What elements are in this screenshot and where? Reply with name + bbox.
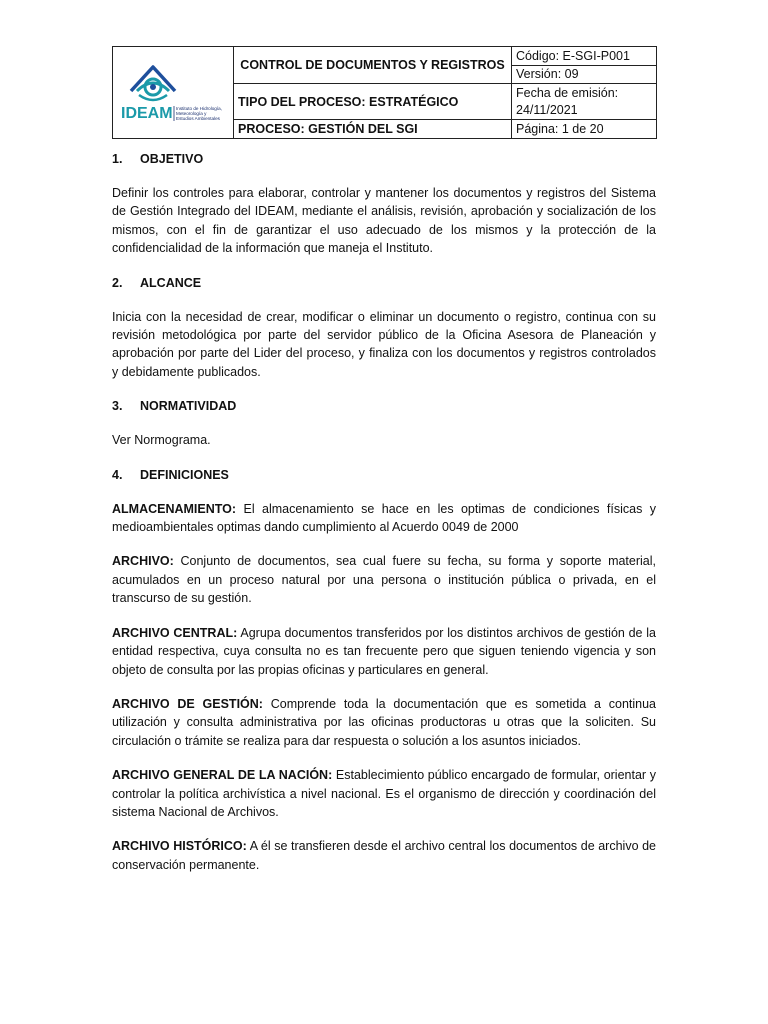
- definition-text: A él se transfieren desde el archivo central los documentos de archivo de conservación permanente.: [112, 839, 656, 872]
- definition-text: Comprende toda la documentación que es sometida a continua utilización y consulta administrativa por las oficinas productoras u otras que la soliciten. Su circulación o trámite se realiza para dar respuesta o solución a los asuntos iniciados.: [112, 696, 656, 748]
- definition-item: [112, 766, 656, 821]
- section-title: OBJETIVO: [140, 152, 204, 166]
- document-title: CONTROL DE DOCUMENTOS Y REGISTROS: [234, 47, 512, 84]
- definition-term: ARCHIVO:: [112, 554, 174, 569]
- logo-tagline-2: Meteorología y: [176, 111, 207, 116]
- fecha-label: Fecha de emisión:: [516, 85, 619, 100]
- definition-term: ARCHIVO GENERAL DE LA NACIÓN:: [112, 768, 333, 783]
- logo-tagline-1: Instituto de Hidrología,: [176, 106, 222, 111]
- section-number: 1.: [112, 152, 123, 166]
- codigo-cell: Código: E-SGI-P001: [512, 47, 657, 66]
- section-heading-normatividad: [112, 397, 656, 415]
- definition-text: Agrupa documentos transferidos por los distintos archivos de gestión de la entidad respectiva, cuya consulta no es tan frecuente pero que siguen teniendo vigencia y son objeto de consulta por las propias oficinas y particulares en general.: [112, 625, 657, 677]
- ideam-logo: [117, 49, 229, 133]
- section-heading-alcance: [112, 274, 656, 292]
- section-heading-definiciones: [112, 466, 656, 484]
- document-body: [112, 150, 656, 874]
- section-number: 3.: [112, 399, 123, 414]
- document-header-table: [112, 46, 657, 139]
- section-number: 2.: [112, 275, 123, 290]
- section-title: ALCANCE: [140, 275, 202, 290]
- objetivo-paragraph: Definir los controles para elaborar, controlar y mantener los documentos y registros del Sistema de Gestión Integrado del IDEAM, mediante el análisis, revisión, aprobación y socialización de los mismos, con el fin de garantizar el uso adecuado de los mismos y la protección de la confidencialidad de la información que maneja el Instituto.: [112, 186, 656, 256]
- definition-term: ARCHIVO DE GESTIÓN:: [112, 696, 263, 711]
- section-heading-objetivo: [112, 150, 656, 168]
- logo-brand-text: IDEAM: [121, 105, 173, 122]
- definition-term: ARCHIVO HISTÓRICO:: [112, 839, 247, 854]
- logo-tagline-3: Estudios Ambientales: [176, 116, 220, 121]
- logo-cell: [113, 47, 234, 139]
- definition-text: Establecimiento público encargado de formular, orientar y controlar la política archivística a nivel nacional. Es el organismo de dirección y coordinación del sistema Nacional de Archivos.: [112, 768, 656, 819]
- definition-term: ARCHIVO CENTRAL:: [112, 625, 238, 640]
- definition-item: [112, 552, 656, 607]
- fecha-emision-cell: [512, 84, 657, 120]
- fecha-value: 24/11/2021: [516, 102, 578, 117]
- tipo-proceso-cell: TIPO DEL PROCESO: ESTRATÉGICO: [234, 84, 512, 120]
- definition-text: Conjunto de documentos, sea cual fuere su fecha, su forma y soporte material, acumulados en un proceso natural por una persona o institución pública o privada, en el transcurso de su gestión.: [112, 554, 656, 606]
- definition-text: El almacenamiento se hace en les optimas de condiciones físicas y medioambientales optimas dando cumplimiento al Acuerdo 0049 de 2000: [112, 501, 656, 535]
- version-cell: Versión: 09: [512, 66, 657, 84]
- normatividad-paragraph: Ver Normograma.: [112, 433, 211, 448]
- definition-item: [112, 695, 656, 750]
- definition-item: [112, 624, 656, 679]
- definition-item: [112, 837, 656, 874]
- definition-item: [112, 500, 656, 537]
- proceso-cell: PROCESO: GESTIÓN DEL SGI: [234, 120, 512, 139]
- ideam-logo-icon: [117, 49, 229, 133]
- pagina-cell: Página: 1 de 20: [512, 120, 657, 139]
- definition-term: ALMACENAMIENTO:: [112, 501, 237, 516]
- alcance-paragraph: Inicia con la necesidad de crear, modificar o eliminar un documento o registro, continua con su revisión metodológica por parte del servidor público de la Oficina Asesora de Planeación y aprobación por parte del Lider del proceso, y finaliza con los documentos y registros controlados y debidamente publicados.: [112, 309, 656, 379]
- section-title: DEFINICIONES: [140, 467, 229, 482]
- section-number: 4.: [112, 467, 123, 482]
- section-title: NORMATIVIDAD: [140, 399, 237, 414]
